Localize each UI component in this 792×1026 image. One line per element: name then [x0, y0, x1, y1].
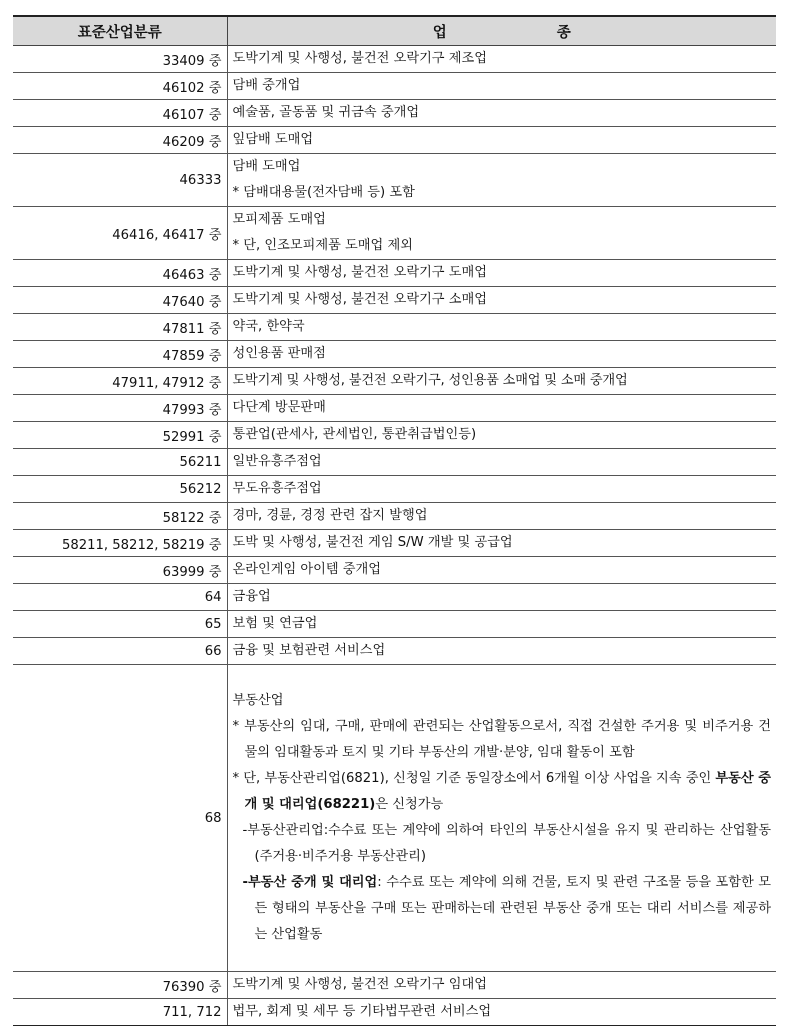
table-row — [13, 476, 776, 503]
table-row — [13, 557, 776, 584]
row-desc: 경마, 경륜, 경정 관련 잡지 발행업 — [227, 503, 776, 530]
row-code: 46107 중 — [13, 100, 227, 127]
table-header-row — [13, 16, 776, 46]
realestate-def-brokerage: -부동산 중개 및 대리업: 수수료 또는 계약에 의해 건물, 토지 및 관련 구조물 등을 포함한 모든 형태의 부동산을 구매 또는 판매하는데 관련된 부동산 중개 또는 대리 서비스를 제공하는 산업활동 — [242, 875, 772, 942]
table-row — [13, 530, 776, 557]
industry-table — [13, 15, 776, 1026]
row-desc: 금융업 — [227, 584, 776, 611]
realestate-def-management: -부동산관리업:수수료 또는 계약에 의하여 타인의 부동산시설을 유지 및 관리하는 산업활동(주거용·비주거용 부동산관리) — [242, 823, 771, 864]
row-desc: 온라인게임 아이템 중개업 — [227, 557, 776, 584]
table-row — [13, 260, 776, 287]
row-desc-main: 모피제품 도매업 — [232, 212, 326, 227]
row-desc: 잎담배 도매업 — [227, 127, 776, 154]
table-row — [13, 341, 776, 368]
realestate-title: 부동산업 — [232, 693, 284, 708]
row-desc: 약국, 한약국 — [227, 314, 776, 341]
table-row — [13, 287, 776, 314]
row-code: 47640 중 — [13, 287, 227, 314]
row-code: 66 — [13, 638, 227, 665]
row-desc: 법무, 회계 및 세무 등 기타법무관련 서비스업 — [227, 999, 776, 1026]
header-business-type: 업 종 — [227, 16, 776, 46]
row-code: 33409 중 — [13, 46, 227, 73]
realestate-note-exception: * 단, 부동산관리업(6821), 신청일 기준 동일장소에서 6개월 이상 사업을 지속 중인 부동산 중개 및 대리업(68221)은 신청가능 — [232, 771, 771, 812]
row-desc: 도박기계 및 사행성, 불건전 오락기구 제조업 — [227, 46, 776, 73]
row-desc: 도박기계 및 사행성, 불건전 오락기구 임대업 — [227, 972, 776, 999]
header-industry-code: 표준산업분류 — [13, 16, 227, 46]
row-code: 58211, 58212, 58219 중 — [13, 530, 227, 557]
row-code: 63999 중 — [13, 557, 227, 584]
row-code: 711, 712 — [13, 999, 227, 1026]
row-desc: 도박 및 사행성, 불건전 게임 S/W 개발 및 공급업 — [227, 530, 776, 557]
row-code: 64 — [13, 584, 227, 611]
row-desc — [227, 665, 776, 972]
row-code: 76390 중 — [13, 972, 227, 999]
row-code: 46463 중 — [13, 260, 227, 287]
table-row — [13, 422, 776, 449]
table-row — [13, 127, 776, 154]
row-desc: 성인용품 판매점 — [227, 341, 776, 368]
table-row — [13, 100, 776, 127]
row-desc: 예술품, 골동품 및 귀금속 중개업 — [227, 100, 776, 127]
row-code: 56211 — [13, 449, 227, 476]
row-code: 47859 중 — [13, 341, 227, 368]
table-row — [13, 46, 776, 73]
row-code: 56212 — [13, 476, 227, 503]
table-row — [13, 207, 776, 260]
row-desc-note: * 담배대용물(전자담배 등) 포함 — [232, 185, 415, 200]
table-row — [13, 611, 776, 638]
row-code: 46102 중 — [13, 73, 227, 100]
row-code: 52991 중 — [13, 422, 227, 449]
realestate-note-scope: * 부동산의 임대, 구매, 판매에 관련되는 산업활동으로서, 직접 건설한 주거용 및 비주거용 건물의 임대활동과 토지 및 기타 부동산의 개발·분양, 임대 활동이 포함 — [232, 719, 771, 760]
table-row — [13, 584, 776, 611]
row-desc — [227, 207, 776, 260]
table-row — [13, 395, 776, 422]
row-desc: 금융 및 보험관련 서비스업 — [227, 638, 776, 665]
table-row — [13, 638, 776, 665]
row-code: 46333 — [13, 154, 227, 207]
row-code: 68 — [13, 665, 227, 972]
row-desc: 도박기계 및 사행성, 불건전 오락기구 소매업 — [227, 287, 776, 314]
row-code: 46209 중 — [13, 127, 227, 154]
table-row — [13, 999, 776, 1026]
row-code: 46416, 46417 중 — [13, 207, 227, 260]
row-desc: 담배 중개업 — [227, 73, 776, 100]
row-desc: 통관업(관세사, 관세법인, 통관취급법인등) — [227, 422, 776, 449]
row-code: 58122 중 — [13, 503, 227, 530]
row-code: 47811 중 — [13, 314, 227, 341]
row-desc: 도박기계 및 사행성, 불건전 오락기구, 성인용품 소매업 및 소매 중개업 — [227, 368, 776, 395]
row-code: 47911, 47912 중 — [13, 368, 227, 395]
table-row — [13, 314, 776, 341]
table-row — [13, 972, 776, 999]
row-desc: 무도유흥주점업 — [227, 476, 776, 503]
table-row — [13, 449, 776, 476]
table-row-realestate — [13, 665, 776, 972]
row-desc: 일반유흥주점업 — [227, 449, 776, 476]
row-code: 47993 중 — [13, 395, 227, 422]
row-code: 65 — [13, 611, 227, 638]
row-desc-note: * 단, 인조모피제품 도매업 제외 — [232, 238, 413, 253]
row-desc: 보험 및 연금업 — [227, 611, 776, 638]
row-desc-main: 담배 도매업 — [232, 159, 301, 174]
row-desc: 다단계 방문판매 — [227, 395, 776, 422]
table-row — [13, 154, 776, 207]
table-row — [13, 368, 776, 395]
row-desc — [227, 154, 776, 207]
table-row — [13, 73, 776, 100]
table-row — [13, 503, 776, 530]
row-desc: 도박기계 및 사행성, 불건전 오락기구 도매업 — [227, 260, 776, 287]
